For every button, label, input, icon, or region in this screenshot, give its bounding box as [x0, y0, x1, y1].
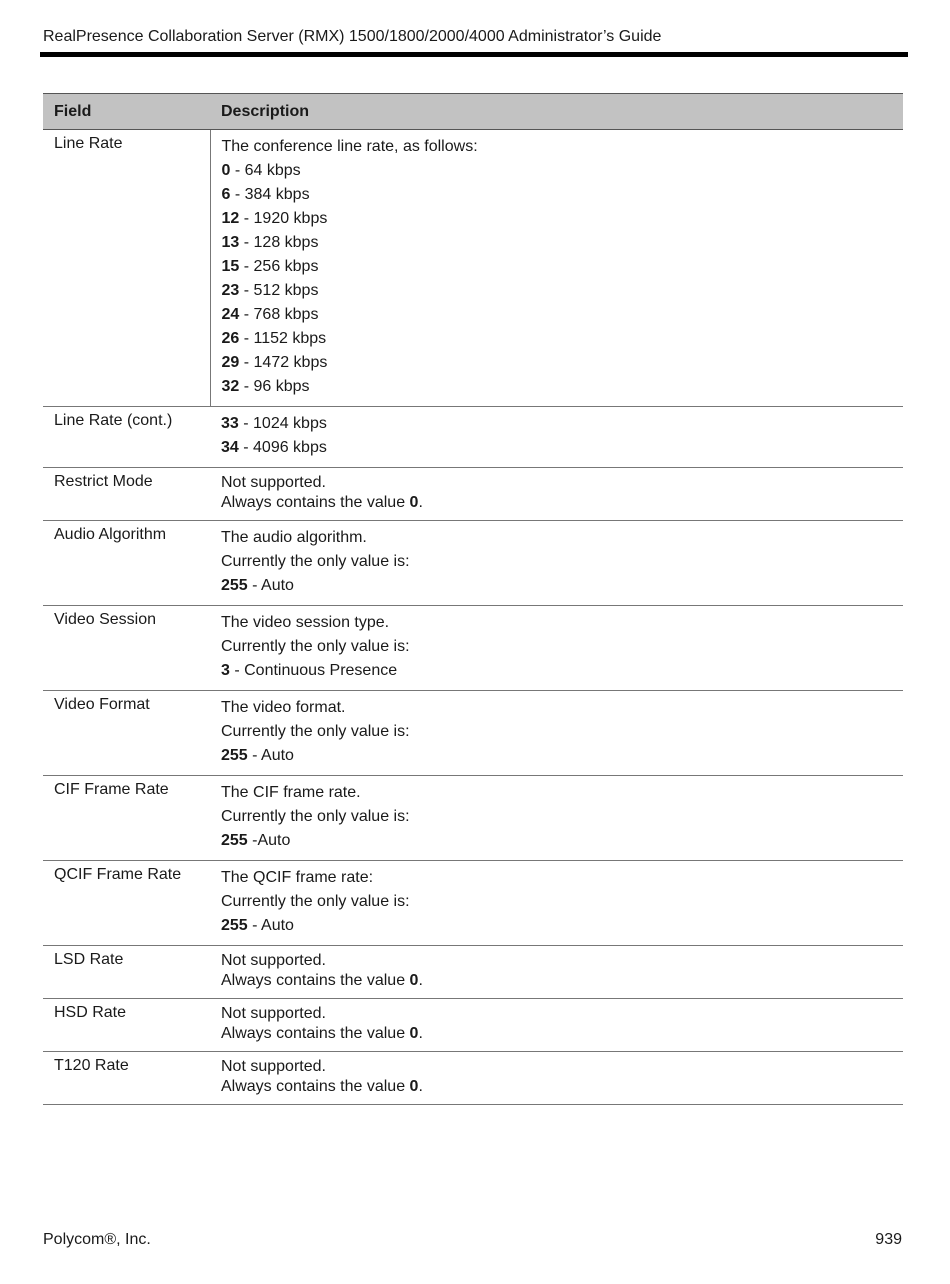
value-text: Always contains the value — [221, 1025, 410, 1042]
value-code: 23 — [221, 282, 240, 299]
value-code: 255 — [221, 747, 248, 764]
field-description — [210, 776, 903, 861]
field-description — [210, 606, 903, 691]
description-line: The video format. — [221, 699, 346, 716]
description-line: Currently the only value is: — [221, 553, 410, 570]
value-text: Always contains the value — [221, 1078, 410, 1095]
value-text: - 64 kbps — [230, 162, 301, 179]
field-description — [210, 999, 903, 1052]
table-row — [43, 691, 903, 776]
value-text: Always contains the value — [221, 972, 410, 989]
value-code: 0 — [409, 972, 419, 989]
value-text: . — [418, 1025, 423, 1042]
value-line — [221, 412, 892, 436]
value-text: . — [418, 972, 423, 989]
table-row — [43, 407, 903, 468]
table-row — [43, 1052, 903, 1105]
value-text: - 512 kbps — [239, 282, 319, 299]
value-code: 255 — [221, 577, 248, 594]
header-rule — [40, 52, 908, 57]
field-description — [210, 130, 903, 407]
column-header-field: Field — [43, 94, 210, 130]
value-code: 0 — [409, 1025, 419, 1042]
field-name: CIF Frame Rate — [43, 776, 210, 861]
value-line — [221, 436, 892, 460]
field-description — [210, 468, 903, 521]
field-description — [210, 946, 903, 999]
value-text: . — [418, 494, 423, 511]
description-line — [221, 971, 892, 991]
value-line — [222, 231, 893, 255]
page-number: 939 — [875, 1231, 902, 1248]
value-text: - 1472 kbps — [239, 354, 328, 371]
value-code: 0 — [409, 494, 419, 511]
value-text: - 96 kbps — [239, 378, 310, 395]
field-name: Video Session — [43, 606, 210, 691]
field-description — [210, 861, 903, 946]
description-line: Not supported. — [221, 474, 326, 491]
field-description — [210, 1052, 903, 1105]
value-code: 34 — [221, 439, 239, 456]
value-line — [222, 279, 893, 303]
value-code: 255 — [221, 832, 248, 849]
field-name: Line Rate — [43, 130, 210, 407]
field-name: HSD Rate — [43, 999, 210, 1052]
value-code: 32 — [221, 378, 240, 395]
value-line — [222, 159, 893, 183]
value-text: . — [418, 1078, 423, 1095]
description-line: The CIF frame rate. — [221, 784, 361, 801]
value-code: 6 — [221, 186, 231, 203]
description-line: Not supported. — [221, 1058, 326, 1075]
field-description — [210, 691, 903, 776]
field-name: LSD Rate — [43, 946, 210, 999]
field-name: Audio Algorithm — [43, 521, 210, 606]
description-line: Currently the only value is: — [221, 638, 410, 655]
value-text: Always contains the value — [221, 494, 410, 511]
description-line: Currently the only value is: — [221, 893, 410, 910]
description-line: Currently the only value is: — [221, 723, 410, 740]
field-description — [210, 521, 903, 606]
table-row — [43, 999, 903, 1052]
field-name: Line Rate (cont.) — [43, 407, 210, 468]
field-name: Video Format — [43, 691, 210, 776]
value-text: - 4096 kbps — [238, 439, 327, 456]
description-line: Not supported. — [221, 1005, 326, 1022]
field-name: QCIF Frame Rate — [43, 861, 210, 946]
field-name: T120 Rate — [43, 1052, 210, 1105]
value-code: 12 — [221, 210, 240, 227]
field-name: Restrict Mode — [43, 468, 210, 521]
value-text: - 384 kbps — [230, 186, 310, 203]
value-code: 15 — [221, 258, 240, 275]
value-text: - 768 kbps — [239, 306, 319, 323]
value-code: 0 — [221, 162, 231, 179]
value-line — [221, 914, 892, 938]
description-line: The audio algorithm. — [221, 529, 367, 546]
value-text: - Auto — [247, 577, 294, 594]
value-code: 33 — [221, 415, 239, 432]
description-line: The QCIF frame rate: — [221, 869, 374, 886]
value-line — [222, 183, 893, 207]
table-row — [43, 521, 903, 606]
value-code: 13 — [221, 234, 240, 251]
description-line — [221, 493, 892, 513]
value-code: 26 — [221, 330, 240, 347]
value-line — [222, 303, 893, 327]
table-row — [43, 606, 903, 691]
description-line: Not supported. — [221, 952, 326, 969]
value-text: - 1920 kbps — [239, 210, 328, 227]
value-text: - 1024 kbps — [238, 415, 327, 432]
value-text: - Auto — [247, 917, 294, 934]
value-line — [221, 574, 892, 598]
value-code: 29 — [221, 354, 240, 371]
value-text: - 1152 kbps — [239, 330, 327, 347]
field-description — [210, 407, 903, 468]
table-row — [43, 468, 903, 521]
value-text: - 128 kbps — [239, 234, 319, 251]
value-text: -Auto — [247, 832, 291, 849]
field-description-table — [43, 93, 903, 1105]
description-line: Currently the only value is: — [221, 808, 410, 825]
value-code: 24 — [221, 306, 240, 323]
column-header-description: Description — [210, 94, 903, 130]
description-line — [221, 1077, 892, 1097]
value-code: 3 — [221, 662, 230, 679]
footer-company: Polycom®, Inc. — [43, 1231, 151, 1248]
description-line — [221, 1024, 892, 1044]
table-row — [43, 946, 903, 999]
table-header-row — [43, 94, 903, 130]
value-line — [222, 327, 893, 351]
value-line — [221, 744, 892, 768]
table-row — [43, 776, 903, 861]
value-line — [222, 351, 893, 375]
value-text: - Continuous Presence — [229, 662, 398, 679]
value-code: 0 — [409, 1078, 419, 1095]
page-header-title: RealPresence Collaboration Server (RMX) 1500/1800/2000/4000 Administrator’s Guide — [43, 28, 662, 45]
value-line — [222, 375, 893, 399]
table-row — [43, 861, 903, 946]
value-line — [222, 207, 893, 231]
table-row — [43, 130, 903, 407]
description-line: The video session type. — [221, 614, 390, 631]
value-text: - Auto — [247, 747, 294, 764]
value-text: - 256 kbps — [239, 258, 319, 275]
value-line — [221, 659, 892, 683]
description-intro: The conference line rate, as follows: — [221, 138, 478, 155]
value-code: 255 — [221, 917, 248, 934]
value-line — [222, 255, 893, 279]
value-line — [221, 829, 892, 853]
